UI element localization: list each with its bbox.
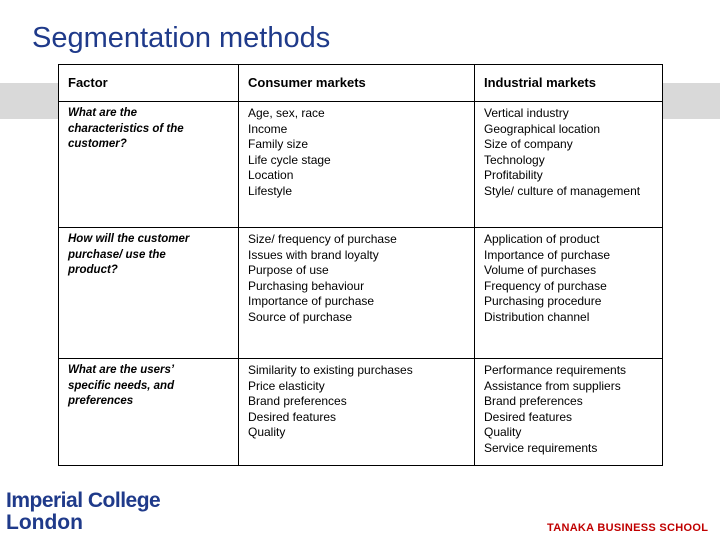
- consumer-item: Importance of purchase: [248, 294, 375, 308]
- consumer-cell: [239, 228, 475, 359]
- industrial-item: Frequency of purchase: [484, 278, 607, 293]
- industrial-item: Performance requirements: [484, 363, 627, 377]
- industrial-item: Quality: [484, 425, 522, 439]
- consumer-item: Price elasticity: [248, 378, 325, 393]
- table-row: [59, 359, 663, 466]
- decorative-band-left: [0, 83, 58, 119]
- header-consumer-markets: Consumer markets: [239, 65, 475, 102]
- header-factor: Factor: [59, 65, 239, 102]
- industrial-cell: [475, 228, 663, 359]
- consumer-item: Issues with brand loyalty: [248, 247, 379, 262]
- page-title: Segmentation methods: [32, 22, 331, 54]
- factor-line: purchase/ use the: [68, 248, 166, 261]
- industrial-item: Profitability: [484, 168, 543, 182]
- factor-line: How will the customer: [68, 233, 190, 245]
- industrial-item: Technology: [484, 152, 545, 167]
- industrial-item: Geographical location: [484, 121, 601, 136]
- industrial-cell: [475, 359, 663, 466]
- industrial-item: Volume of purchases: [484, 263, 597, 277]
- factor-cell: [59, 102, 239, 228]
- factor-line: characteristics of the: [68, 122, 184, 135]
- table-row: [59, 102, 663, 228]
- decorative-band-right: [662, 83, 720, 119]
- industrial-item: Service requirements: [484, 440, 598, 455]
- industrial-item: Style/ culture of management: [484, 183, 641, 198]
- consumer-item: Desired features: [248, 409, 337, 424]
- factor-cell: [59, 228, 239, 359]
- consumer-item: Size/ frequency of purchase: [248, 232, 397, 246]
- industrial-item: Distribution channel: [484, 309, 590, 324]
- consumer-cell: [239, 102, 475, 228]
- consumer-item: Family size: [248, 137, 309, 151]
- consumer-item: Quality: [248, 425, 286, 439]
- consumer-cell: [239, 359, 475, 466]
- imperial-college-logo: [6, 490, 160, 534]
- consumer-item: Purpose of use: [248, 263, 329, 277]
- industrial-item: Vertical industry: [484, 106, 569, 120]
- header-industrial-markets: Industrial markets: [475, 65, 663, 102]
- factor-cell: [59, 359, 239, 466]
- factor-line: specific needs, and: [68, 379, 175, 392]
- industrial-item: Purchasing procedure: [484, 294, 602, 308]
- consumer-item: Age, sex, race: [248, 106, 325, 120]
- segmentation-table: [58, 64, 663, 466]
- industrial-cell: [475, 102, 663, 228]
- industrial-item: Size of company: [484, 137, 573, 151]
- consumer-item: Lifestyle: [248, 183, 293, 198]
- industrial-item: Desired features: [484, 409, 573, 424]
- factor-line: What are the: [68, 107, 138, 119]
- industrial-item: Importance of purchase: [484, 247, 611, 262]
- industrial-item: Assistance from suppliers: [484, 378, 621, 393]
- factor-line: customer?: [68, 138, 127, 150]
- consumer-item: Purchasing behaviour: [248, 278, 365, 293]
- consumer-item: Income: [248, 121, 288, 136]
- consumer-item: Source of purchase: [248, 309, 353, 324]
- tanaka-business-school-logo: TANAKA BUSINESS SCHOOL: [547, 522, 709, 534]
- factor-line: preferences: [68, 395, 134, 407]
- table-header-row: [59, 65, 663, 102]
- factor-line: product?: [68, 264, 118, 276]
- factor-line: What are the users’: [68, 364, 175, 376]
- consumer-item: Location: [248, 168, 294, 182]
- table-row: [59, 228, 663, 359]
- logo-line-2: London: [6, 511, 83, 534]
- logo-line-1: Imperial College: [6, 489, 161, 512]
- consumer-item: Life cycle stage: [248, 152, 331, 167]
- consumer-item: Similarity to existing purchases: [248, 363, 413, 377]
- industrial-item: Brand preferences: [484, 394, 583, 408]
- industrial-item: Application of product: [484, 232, 600, 246]
- consumer-item: Brand preferences: [248, 394, 347, 408]
